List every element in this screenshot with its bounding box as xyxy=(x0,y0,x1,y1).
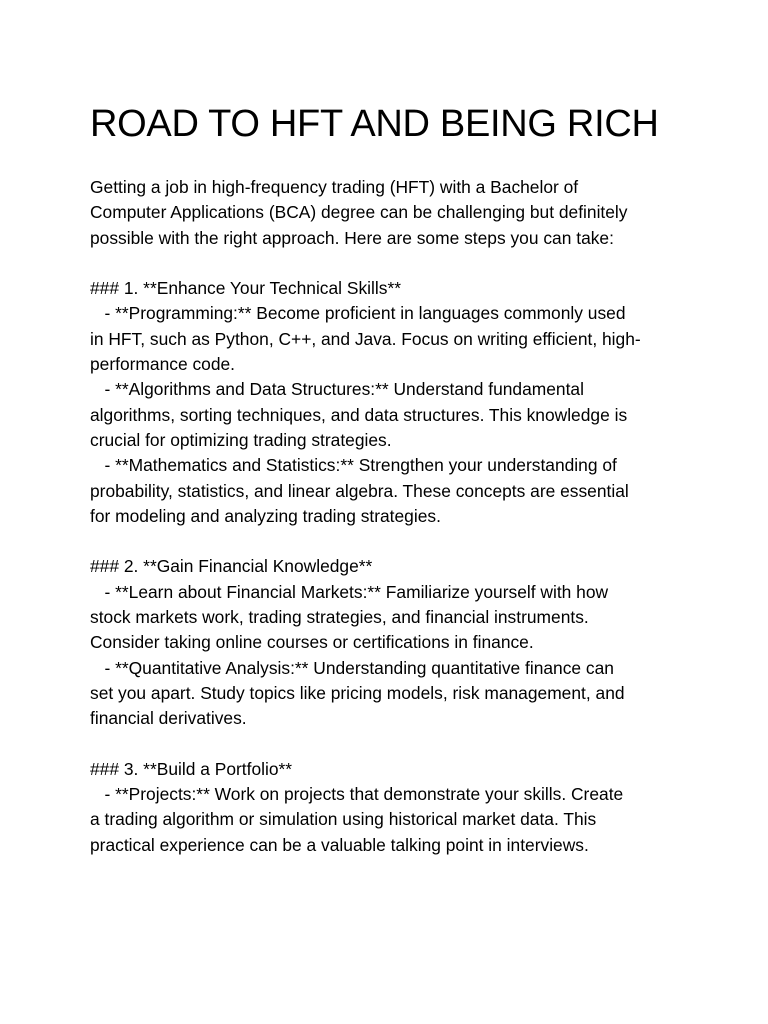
body-line: possible with the right approach. Here are some steps you can take: xyxy=(90,227,614,248)
body-line: algorithms, sorting techniques, and data structures. This knowledge is xyxy=(90,404,628,425)
document-body xyxy=(90,175,680,858)
section-heading-1: ### 1. **Enhance Your Technical Skills** xyxy=(90,278,401,299)
body-line: - **Learn about Financial Markets:** Familiarize yourself with how xyxy=(90,581,609,602)
section-heading-3: ### 3. **Build a Portfolio** xyxy=(90,758,293,779)
body-line: - **Quantitative Analysis:** Understanding quantitative finance can xyxy=(90,657,614,678)
body-line: stock markets work, trading strategies, and financial instruments. xyxy=(90,607,589,628)
body-line: - **Algorithms and Data Structures:** Understand fundamental xyxy=(90,379,584,400)
body-line: set you apart. Study topics like pricing models, risk management, and xyxy=(90,682,625,703)
body-line: practical experience can be a valuable talking point in interviews. xyxy=(90,834,589,855)
document-title: ROAD TO HFT AND BEING RICH xyxy=(90,103,659,145)
body-line: performance code. xyxy=(90,354,236,375)
body-line: for modeling and analyzing trading strategies. xyxy=(90,505,441,526)
body-line: financial derivatives. xyxy=(90,708,247,729)
body-line: in HFT, such as Python, C++, and Java. Focus on writing efficient, high- xyxy=(90,328,641,349)
blank-line xyxy=(90,529,680,554)
body-line: Consider taking online courses or certifications in finance. xyxy=(90,632,534,653)
body-line: Computer Applications (BCA) degree can be challenging but definitely xyxy=(90,202,628,223)
section-heading-2: ### 2. **Gain Financial Knowledge** xyxy=(90,556,373,577)
blank-line xyxy=(90,251,680,276)
body-line: probability, statistics, and linear algebra. These concepts are essential xyxy=(90,480,629,501)
body-line: a trading algorithm or simulation using historical market data. This xyxy=(90,809,597,830)
body-line: - **Mathematics and Statistics:** Strengthen your understanding of xyxy=(90,455,617,476)
body-line: crucial for optimizing trading strategies. xyxy=(90,429,392,450)
blank-line xyxy=(90,732,680,757)
body-line: Getting a job in high-frequency trading (HFT) with a Bachelor of xyxy=(90,177,579,197)
body-line: - **Programming:** Become proficient in languages commonly used xyxy=(90,303,626,324)
body-line: - **Projects:** Work on projects that demonstrate your skills. Create xyxy=(90,784,624,805)
